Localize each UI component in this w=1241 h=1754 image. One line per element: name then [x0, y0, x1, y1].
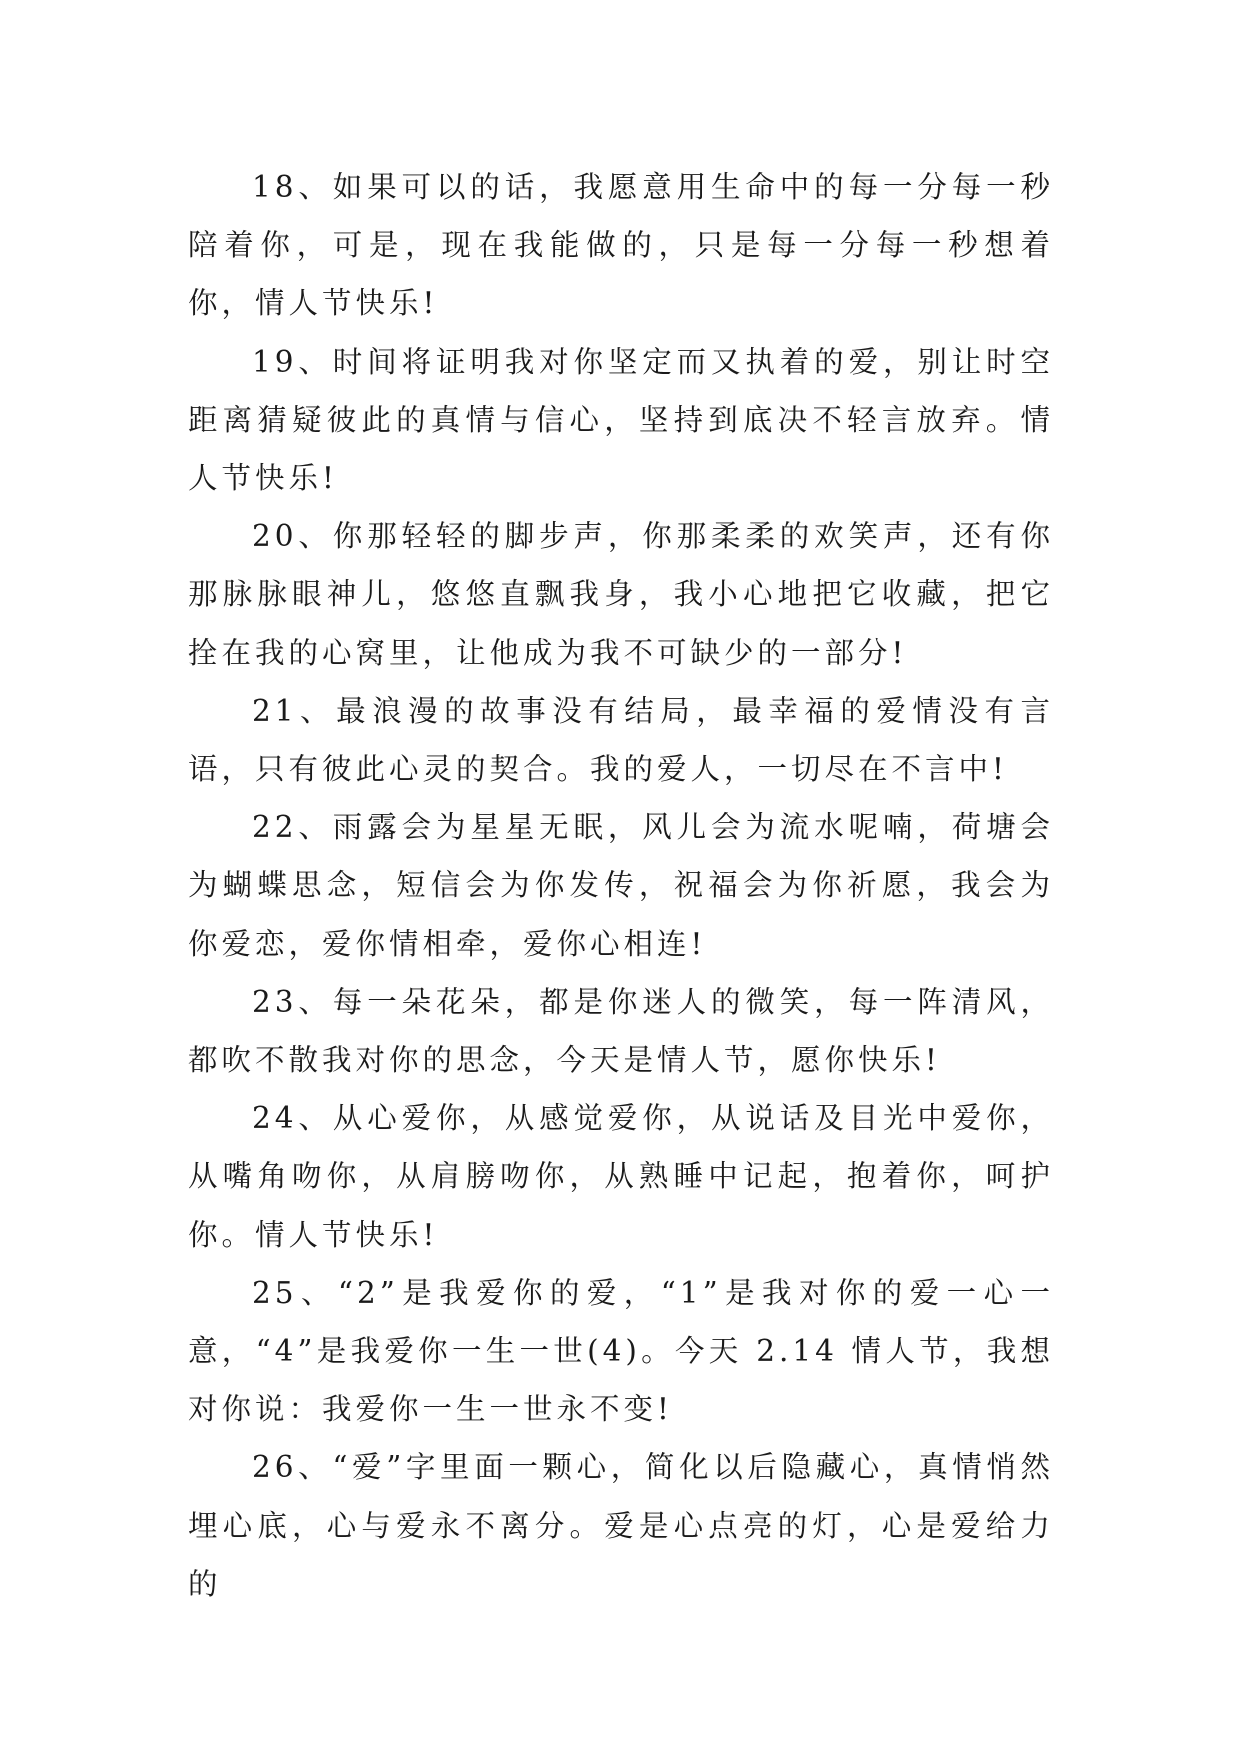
paragraph-19: 19、时间将证明我对你坚定而又执着的爱，别让时空距离猜疑彼此的真情与信心，坚持到底决不轻言放弃。情人节快乐!	[188, 344, 1054, 496]
paragraph-20: 20、你那轻轻的脚步声，你那柔柔的欢笑声，还有你那脉脉眼神儿，悠悠直飘我身，我小心地把它收藏，把它拴在我的心窝里，让他成为我不可缺少的一部分!	[188, 519, 1054, 670]
paragraph-22: 22、雨露会为星星无眠，风儿会为流水呢喃，荷塘会为蝴蝶思念，短信会为你发传，祝福会为你祈愿，我会为你爱恋，爱你情相牵，爱你心相连!	[188, 810, 1054, 961]
paragraph-23: 23、每一朵花朵，都是你迷人的微笑，每一阵清风，都吹不散我对你的思念，今天是情人节，愿你快乐!	[188, 984, 1054, 1078]
paragraph-21: 21、最浪漫的故事没有结局，最幸福的爱情没有言语，只有彼此心灵的契合。我的爱人，一切尽在不言中!	[188, 693, 1054, 787]
paragraph-18: 18、如果可以的话，我愿意用生命中的每一分每一秒陪着你，可是，现在我能做的，只是每一分每一秒想着你，情人节快乐!	[188, 170, 1054, 321]
paragraph-24: 24、从心爱你，从感觉爱你，从说话及目光中爱你，从嘴角吻你，从肩膀吻你，从熟睡中记起，抱着你，呵护你。情人节快乐!	[188, 1101, 1054, 1252]
document-body	[188, 158, 1054, 1613]
paragraph-26: 26、“爱”字里面一颗心，简化以后隐藏心，真情悄然埋心底，心与爱永不离分。爱是心点亮的灯，心是爱给力的	[188, 1450, 1054, 1601]
paragraph-25: 25、“2”是我爱你的爱，“1”是我对你的爱一心一意，“4”是我爱你一生一世(4)。今天 2.14 情人节，我想对你说：我爱你一生一世永不变!	[188, 1275, 1054, 1427]
